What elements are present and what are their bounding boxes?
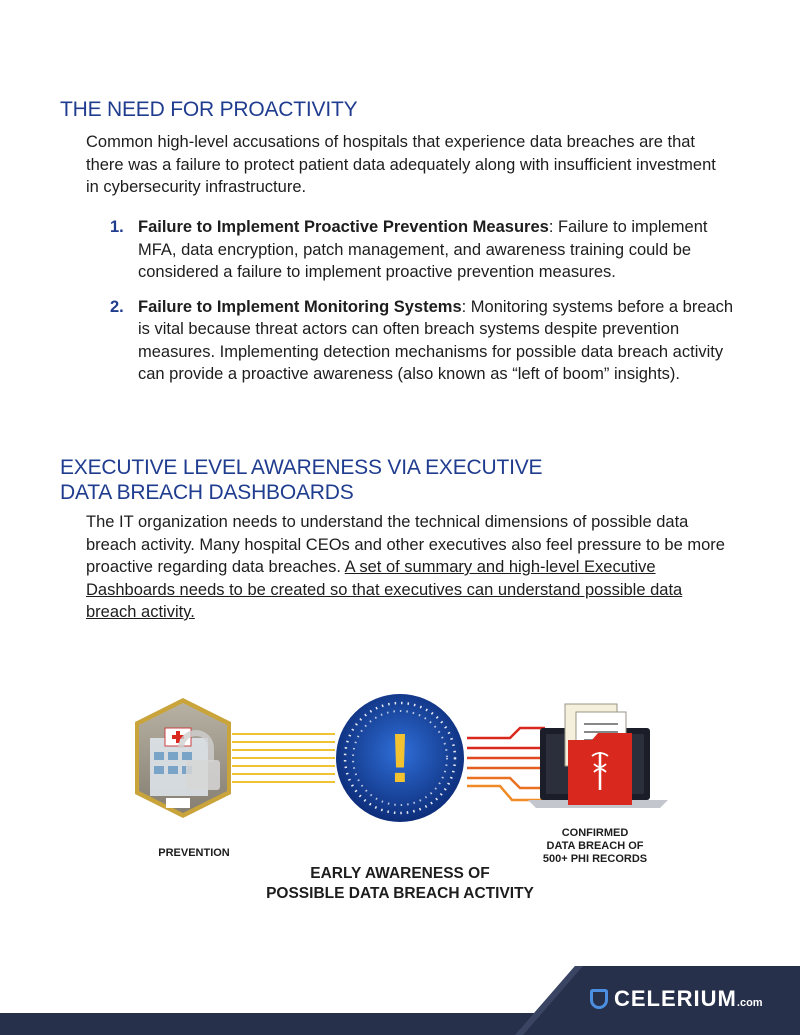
celerium-logo[interactable] bbox=[590, 986, 763, 1012]
underlined-text: A set of summary and high-level Executive Dashboards needs to be created so that executives can understand possible data breach activity. bbox=[86, 558, 683, 621]
breach-laptop-icon bbox=[528, 704, 668, 808]
prevention-hexagon-icon bbox=[135, 698, 231, 818]
list-item-text: : Monitoring systems before a breach is vital because threat actors can often breach systems despite prevention measures. Implementing detection mechanisms for possible data breach activity can provide a proactive awareness (also known as “left of boom” insights). bbox=[138, 297, 734, 383]
list-item bbox=[86, 216, 736, 284]
brand-name: CELERIUM bbox=[614, 986, 737, 1011]
connector-lines-red bbox=[467, 728, 545, 800]
caption-line: 500+ PHI RECORDS bbox=[542, 853, 648, 865]
list-item-text: : Failure to implement MFA, data encryption, patch management, and awareness training could be considered a failure to implement proactive prevention measures. bbox=[138, 218, 708, 281]
list-item-title: Failure to Implement Monitoring Systems bbox=[138, 297, 462, 316]
brand-suffix: .com bbox=[736, 997, 763, 1009]
caption-line: POSSIBLE DATA BREACH ACTIVITY bbox=[266, 885, 534, 902]
section-heading-proactivity: THE NEED FOR PROACTIVITY bbox=[60, 98, 358, 121]
heading-line: EXECUTIVE LEVEL AWARENESS VIA EXECUTIVE bbox=[60, 456, 543, 479]
heading-line: DATA BREACH DASHBOARDS bbox=[60, 481, 354, 504]
list-item-title: Failure to Implement Proactive Prevention Measures bbox=[138, 218, 549, 236]
list-number: 2. bbox=[110, 297, 124, 316]
section-heading-executive bbox=[60, 455, 542, 505]
early-awareness-caption bbox=[200, 864, 600, 904]
caption-line: EARLY AWARENESS OF bbox=[310, 865, 490, 882]
intro-paragraph: Common high-level accusations of hospitals that experience data breaches are that there was a failure to protect patient data adequately along with insufficient investment in cybersecurity infrastructure. bbox=[86, 133, 716, 196]
connector-lines-gold bbox=[232, 734, 335, 782]
paragraph-text: The IT organization needs to understand the technical dimensions of possible data breach activity. Many hospital CEOs and other executives also feel pressure to be more proactive regarding data breaches. bbox=[86, 513, 725, 576]
list-number: 1. bbox=[110, 218, 124, 236]
prevention-caption: PREVENTION bbox=[158, 847, 230, 859]
caption-line: CONFIRMED bbox=[561, 827, 629, 839]
shield-icon bbox=[590, 989, 608, 1009]
failure-list bbox=[86, 216, 736, 398]
alert-circle-icon bbox=[336, 694, 464, 822]
alert-exclamation: ! bbox=[388, 719, 412, 797]
caption-line: DATA BREACH OF bbox=[546, 840, 644, 852]
confirmed-breach-caption bbox=[520, 827, 670, 866]
list-item bbox=[86, 296, 736, 386]
executive-paragraph bbox=[86, 511, 726, 624]
